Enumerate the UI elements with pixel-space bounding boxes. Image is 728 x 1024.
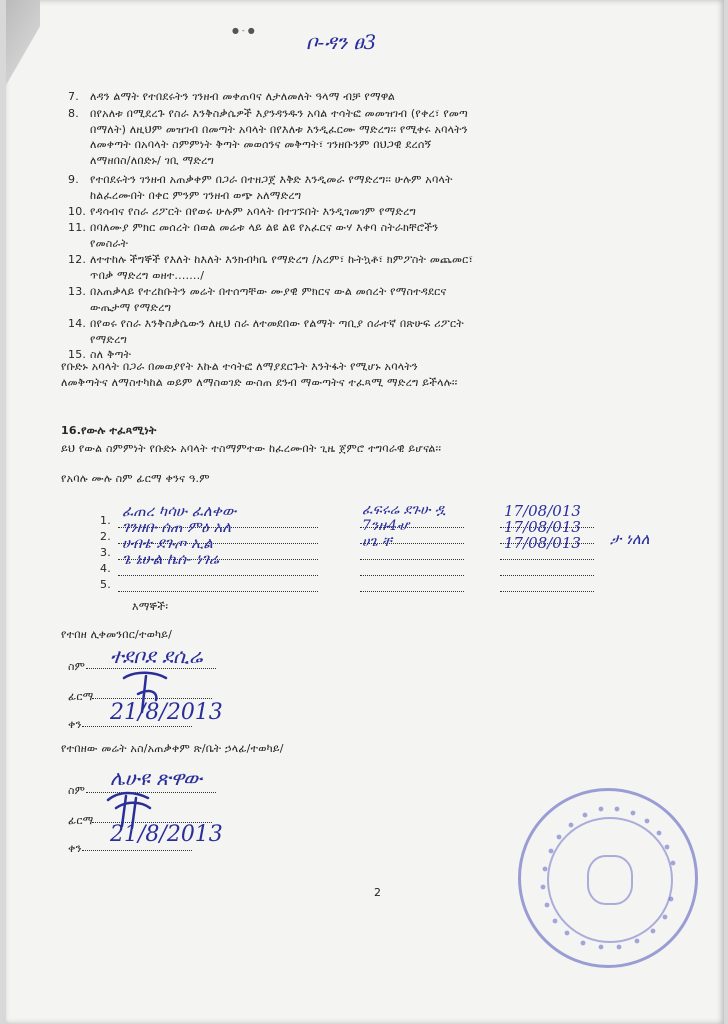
list-item-text: ለማዘበስ/ለበድኑ/ ገቢ ማድረግ — [90, 153, 215, 167]
receiver2-date-label: ቀን — [68, 842, 82, 855]
list-item-text: በየወሩ የስራ እንቅስቃሴውን ለዚህ ስራ ለተመደበው የልማት ጣቢያ ሰራተኛ በጽሁፍ ሪፖርት — [90, 317, 464, 330]
list-item-number: 7. — [68, 90, 79, 103]
list-item — [68, 221, 438, 235]
member-date-line — [500, 580, 594, 592]
member-signature: 7ንዙ4ሇ — [362, 518, 409, 534]
list-item-text: የተበደሩትን ገንዘብ አጠቃቀም በጋራ በተዘጋጀ እቅድ እንዲመራ የማድረግ፡፡ ሁሉም አባላት — [90, 173, 453, 186]
receiver1-title: የተበዘ ሊቀመንበር/ተወካይ/ — [61, 628, 173, 641]
member-name: ገንዘቡ ሰጠ ምዕ አለ — [122, 518, 232, 536]
member-date-line — [500, 564, 594, 576]
member-signature: ፈፍሩሬ ደጉሁ ዷ — [362, 502, 446, 518]
list-item-continuation — [68, 237, 128, 251]
list-item-text: ስለ ቅጣት — [90, 348, 132, 361]
document-page — [6, 0, 724, 1024]
list-item-continuation — [68, 138, 431, 152]
member-date: 17/08/013 — [504, 534, 581, 552]
receiver2-date: 21/8/2013 — [110, 822, 223, 847]
page-reference: ቦ-ዳን ፀ3 — [306, 30, 377, 54]
page-number: 2 — [374, 886, 381, 899]
list-item-text: ለተተከሉ ችግኞች የእለት ከእለት እንክብካቤ የማድረግ /አረም፣ ኩትኳቶ፣ ክምፖስት መጨመር፣ — [90, 253, 474, 266]
list-item-text: ከልፈረሙበት በቀር ምንም ገንዘብ ወጭ አለማድረግ — [90, 188, 302, 202]
list-item-continuation — [68, 154, 214, 168]
list-item-text: በባለሙያ ምክር መሰረት በወል መሬቱ ላይ ልዩ ልዩ የአፈርና ውሃ እቀባ ስትራክቸሮችን — [90, 221, 439, 234]
witnesses-label: እማኞች፡ — [132, 600, 169, 613]
list-item-continuation — [68, 189, 301, 203]
list-item-text: ለዳን ልማት የተበደሩትን ገንዘብ መቀጠባና ለታለመለት ዓላማ ብቻ የማዋል — [90, 90, 396, 103]
section-16-text: ይህ የውል ስምምነት የቡድኑ አባላት ተስማምተው ከፈረሙበት ጊዜ ጀምሮ ተግባራዊ ይሆናል፡፡ — [61, 442, 442, 455]
receiver2-name-label: ስም — [68, 784, 86, 797]
list-item-text: በማለት) ለዚህም መዝገብ በመጣት አባላት በየእለቱ እንዲፈርሙ ማድረግ፡፡ የሚቀሩ አባላትን — [90, 122, 468, 136]
member-signature-line — [360, 580, 464, 592]
list-item-number: 12. — [68, 253, 87, 266]
list-item — [68, 253, 473, 267]
list-item — [68, 285, 446, 299]
members-header: የአባሉ ሙሉ ስም ፊርማ ቀንና ዓ.ም — [61, 472, 210, 485]
member-signature: ሀጌ ቸ — [362, 534, 392, 550]
list-item-number: 14. — [68, 317, 87, 330]
list-item — [68, 317, 464, 331]
official-stamp — [518, 788, 698, 968]
receiver2-sign-label: ፊርማ — [68, 814, 94, 827]
receiver1-name: ተደቦደ ደሲሬ — [110, 644, 203, 668]
stamp-lettering — [521, 791, 695, 965]
member-number: 1. — [100, 514, 111, 527]
list-item-text: የዳሳብና የስራ ሪፖርት በየወሩ ሁሉም አባላት በተገኙበት እንዲገመገም የማድረግ — [90, 205, 417, 218]
list-item-number: 10. — [68, 205, 87, 218]
list-item — [68, 205, 416, 219]
list-item-continuation — [68, 301, 171, 315]
penalty-line-2: ለመቅጣትና ለማስተካከል ወይም ለማስወገድ ውስጠ ደንብ ማውጣትና ተፈጻሚ ማድረግ ይችላሉ፡፡ — [61, 376, 458, 389]
receiver1-date-line — [82, 726, 192, 727]
receiver1-date-label: ቀን — [68, 718, 82, 731]
list-item-text: በየአለቱ በሚደረጉ የስራ እንቅስቃሴዎች እያንዳንዱን አባል ተሳትፎ መመዝገብ (የቀረ፣ የመጣ — [90, 107, 468, 120]
list-item-number: 9. — [68, 173, 79, 186]
list-item-number: 15. — [68, 348, 87, 361]
list-item-number: 11. — [68, 221, 87, 234]
receiver2-date-line — [82, 850, 192, 851]
receiver2-title: የተበዘው መሬት አስ/አጠቃቀም ጽ/ቤት ኃላፊ/ተወካይ/ — [61, 742, 284, 755]
receiver2-name: ሌሁዩ ጽዋው — [110, 766, 203, 790]
list-item-text: በአጠቃላይ የተረከቡትን መሬት በተሰጣቸው ሙያዊ ምክርና ውል መሰረት የማስተዳደርና — [90, 285, 447, 298]
member-number: 2. — [100, 530, 111, 543]
list-item-text: የማድረግ — [90, 332, 128, 346]
member-signature-line — [360, 564, 464, 576]
list-item-text: ውጤታማ የማድረግ — [90, 300, 172, 314]
list-item-number: 13. — [68, 285, 87, 298]
list-item-text: የመስራት — [90, 236, 129, 250]
list-item-continuation — [68, 333, 127, 347]
member-date: 17/08/013 — [504, 518, 581, 536]
member-number: 4. — [100, 562, 111, 575]
member-name: ጌ ኔሁል ኬሰ- ነገሬ — [122, 550, 219, 568]
section-16-heading: 16.የውሉ ተፈጻሚነት — [61, 424, 157, 437]
receiver1-name-label: ስም — [68, 660, 86, 673]
member-name-line — [118, 580, 318, 592]
list-item-number: 8. — [68, 107, 79, 120]
top-marks: ● - ● — [232, 26, 255, 35]
penalty-line-1: የቡድኑ አባላት በጋራ በመወያየት እኩል ተሳትፎ ለማያደርጉት እንትፋት የሚሆኑ አባላትን — [61, 360, 418, 373]
list-item-text: ለመቀጣት በአባላት ስምምነት ቅጣት መወሰንና መቅጣት፣ ገንዘቡንም በህጋዊ ደረሰኝ — [90, 138, 432, 151]
member-number: 3. — [100, 546, 111, 559]
receiver1-date: 21/8/2013 — [110, 700, 223, 725]
list-item — [68, 90, 395, 104]
member-name: ሀብቴ ደጉጦ ኢል — [122, 534, 213, 552]
list-item-continuation — [68, 123, 468, 137]
member-name: ፈጠረ ካሳሁ ፈለቀው — [122, 502, 237, 520]
list-item — [68, 173, 453, 187]
list-item — [68, 107, 468, 121]
member-note: ታ ነለለ — [610, 530, 650, 548]
list-item-continuation — [68, 269, 204, 283]
list-item-text: ጥበቃ ማድረግ ወዘተ......./ — [90, 268, 205, 282]
receiver1-sign-label: ፊርማ — [68, 690, 94, 703]
member-date: 17/08/013 — [504, 502, 581, 520]
page-fold-shadow — [6, 0, 40, 120]
member-number: 5. — [100, 578, 111, 591]
